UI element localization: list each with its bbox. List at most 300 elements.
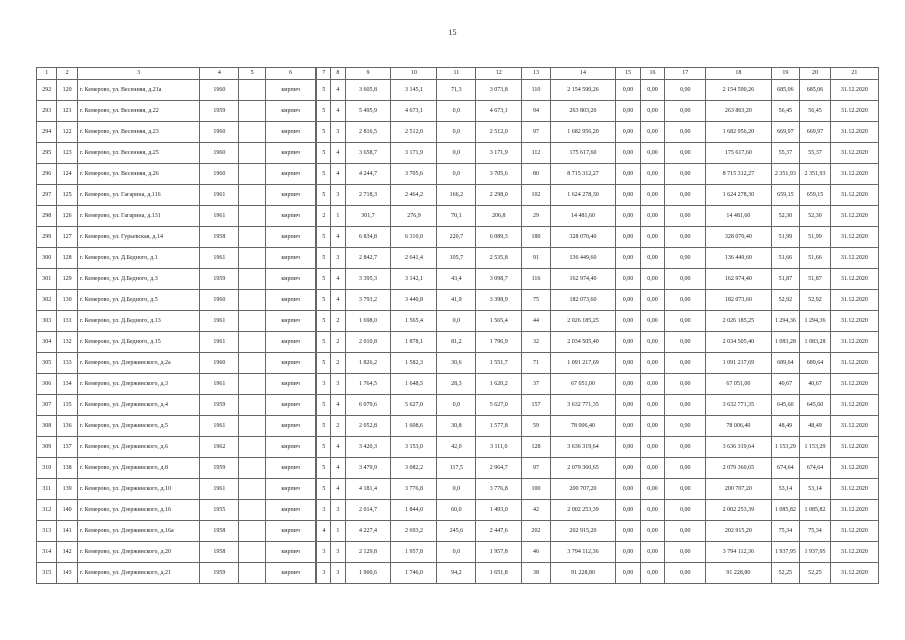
table-cell-col-18: 67 051,00 bbox=[706, 374, 771, 395]
table-cell-col-12: 1 957,8 bbox=[476, 542, 522, 563]
table-cell-col-3: г. Кемерово, ул. Весенняя, д.26 bbox=[77, 164, 200, 185]
table-cell-col-5 bbox=[239, 500, 266, 521]
table-cell-col-7: 5 bbox=[316, 143, 330, 164]
table-cell-col-14: 3 636 319,64 bbox=[550, 437, 615, 458]
table-cell-col-5 bbox=[239, 143, 266, 164]
table-cell-col-20: 40,67 bbox=[800, 374, 831, 395]
table-cell-col-1: 295 bbox=[37, 143, 57, 164]
table-cell-col-1: 305 bbox=[37, 353, 57, 374]
table-cell-col-8: 2 bbox=[331, 353, 345, 374]
table-cell-col-13: 75 bbox=[522, 290, 551, 311]
table-cell-col-13: 59 bbox=[522, 416, 551, 437]
table-cell-col-17: 0,00 bbox=[665, 521, 706, 542]
table-cell-col-11: 105,7 bbox=[437, 248, 476, 269]
table-cell-col-20: 1 937,95 bbox=[800, 542, 831, 563]
table-cell-col-18: 8 715 312,27 bbox=[706, 164, 771, 185]
table-cell-col-13: 128 bbox=[522, 437, 551, 458]
table-cell-col-19: 51,87 bbox=[771, 269, 800, 290]
table-cell-col-19: 51,66 bbox=[771, 248, 800, 269]
table-cell-col-21: 31.12.2020 bbox=[830, 437, 878, 458]
table-cell-col-21: 31.12.2020 bbox=[830, 164, 878, 185]
table-cell-col-14: 8 715 312,27 bbox=[550, 164, 615, 185]
table-cell-col-3: г. Кемерово, ул. Дзержинского, д.8 bbox=[77, 458, 200, 479]
table-cell-col-8: 3 bbox=[331, 122, 345, 143]
table-cell-col-1: 314 bbox=[37, 542, 57, 563]
table-cell-col-4: 1961 bbox=[200, 374, 239, 395]
table-cell-col-9: 3 658,7 bbox=[345, 143, 391, 164]
table-cell-col-15: 0,00 bbox=[616, 332, 641, 353]
table-cell-col-21: 31.12.2020 bbox=[830, 80, 878, 101]
table-cell-col-8: 4 bbox=[331, 458, 345, 479]
table-cell-col-19: 52,30 bbox=[771, 206, 800, 227]
column-number-18: 18 bbox=[706, 68, 771, 80]
table-cell-col-5 bbox=[239, 185, 266, 206]
table-cell-col-5 bbox=[239, 80, 266, 101]
table-cell-col-17: 0,00 bbox=[665, 542, 706, 563]
table-cell-col-4: 1961 bbox=[200, 332, 239, 353]
table-cell-col-6: кирпич bbox=[265, 563, 316, 584]
table-cell-col-11: 0,0 bbox=[437, 101, 476, 122]
table-cell-col-12: 3 098,7 bbox=[476, 269, 522, 290]
table-cell-col-11: 220,7 bbox=[437, 227, 476, 248]
table-cell-col-1: 315 bbox=[37, 563, 57, 584]
table-cell-col-20: 53,14 bbox=[800, 479, 831, 500]
table-cell-col-13: 180 bbox=[522, 227, 551, 248]
table-cell-col-19: 56,45 bbox=[771, 101, 800, 122]
table-cell-col-4: 1959 bbox=[200, 269, 239, 290]
table-cell-col-5 bbox=[239, 122, 266, 143]
table-cell-col-20: 52,30 bbox=[800, 206, 831, 227]
table-cell-col-6: кирпич bbox=[265, 80, 316, 101]
table-cell-col-21: 31.12.2020 bbox=[830, 395, 878, 416]
table-cell-col-10: 3 082,2 bbox=[391, 458, 437, 479]
table-cell-col-2: 142 bbox=[57, 542, 77, 563]
table-cell-col-13: 71 bbox=[522, 353, 551, 374]
table-cell-col-5 bbox=[239, 248, 266, 269]
table-cell-col-19: 689,64 bbox=[771, 353, 800, 374]
table-cell-col-3: г. Кемерово, ул. Дзержинского, д.10 bbox=[77, 479, 200, 500]
table-cell-col-21: 31.12.2020 bbox=[830, 563, 878, 584]
table-cell-col-13: 100 bbox=[522, 479, 551, 500]
table-cell-col-12: 1 565,4 bbox=[476, 311, 522, 332]
table-cell-col-12: 1 551,7 bbox=[476, 353, 522, 374]
table-cell-col-4: 1961 bbox=[200, 416, 239, 437]
table-cell-col-8: 4 bbox=[331, 80, 345, 101]
table-cell-col-3: г. Кемерово, ул. Д.Бедного, д.15 bbox=[77, 332, 200, 353]
table-cell-col-11: 94,2 bbox=[437, 563, 476, 584]
table-cell-col-14: 3 632 771,35 bbox=[550, 395, 615, 416]
table-cell-col-1: 309 bbox=[37, 437, 57, 458]
table-cell-col-3: г. Кемерово, ул. Гагарина, д.131 bbox=[77, 206, 200, 227]
table-cell-col-12: 5 627,0 bbox=[476, 395, 522, 416]
table-cell-col-15: 0,00 bbox=[616, 290, 641, 311]
table-cell-col-13: 110 bbox=[522, 80, 551, 101]
table-cell-col-21: 31.12.2020 bbox=[830, 374, 878, 395]
table-cell-col-17: 0,00 bbox=[665, 206, 706, 227]
table-cell-col-17: 0,00 bbox=[665, 353, 706, 374]
table-cell-col-10: 3 171,9 bbox=[391, 143, 437, 164]
table-row bbox=[37, 143, 879, 164]
table-cell-col-16: 0,00 bbox=[640, 290, 665, 311]
table-cell-col-5 bbox=[239, 290, 266, 311]
table-cell-col-10: 1 957,8 bbox=[391, 542, 437, 563]
table-cell-col-10: 6 310,0 bbox=[391, 227, 437, 248]
table-cell-col-2: 123 bbox=[57, 143, 77, 164]
table-cell-col-20: 1 294,36 bbox=[800, 311, 831, 332]
table-cell-col-6: кирпич bbox=[265, 542, 316, 563]
table-cell-col-5 bbox=[239, 206, 266, 227]
column-number-13: 13 bbox=[522, 68, 551, 80]
table-cell-col-9: 3 395,3 bbox=[345, 269, 391, 290]
table-cell-col-1: 296 bbox=[37, 164, 57, 185]
table-cell-col-20: 1 083,28 bbox=[800, 332, 831, 353]
table-cell-col-2: 140 bbox=[57, 500, 77, 521]
table-cell-col-2: 128 bbox=[57, 248, 77, 269]
table-cell-col-15: 0,00 bbox=[616, 479, 641, 500]
table-cell-col-6: кирпич bbox=[265, 458, 316, 479]
table-cell-col-10: 3 153,0 bbox=[391, 437, 437, 458]
page-number: 15 bbox=[448, 28, 457, 37]
registry-table-container bbox=[36, 67, 879, 584]
table-cell-col-9: 2 842,7 bbox=[345, 248, 391, 269]
table-cell-col-16: 0,00 bbox=[640, 563, 665, 584]
table-cell-col-5 bbox=[239, 227, 266, 248]
table-cell-col-7: 3 bbox=[316, 500, 330, 521]
table-cell-col-11: 41,9 bbox=[437, 290, 476, 311]
table-cell-col-12: 3 398,9 bbox=[476, 290, 522, 311]
table-cell-col-1: 306 bbox=[37, 374, 57, 395]
table-cell-col-9: 3 420,3 bbox=[345, 437, 391, 458]
table-cell-col-14: 2 002 253,39 bbox=[550, 500, 615, 521]
table-cell-col-20: 689,64 bbox=[800, 353, 831, 374]
table-cell-col-17: 0,00 bbox=[665, 122, 706, 143]
table-cell-col-15: 0,00 bbox=[616, 269, 641, 290]
table-cell-col-8: 4 bbox=[331, 227, 345, 248]
table-cell-col-8: 3 bbox=[331, 500, 345, 521]
table-cell-col-2: 130 bbox=[57, 290, 77, 311]
table-cell-col-17: 0,00 bbox=[665, 290, 706, 311]
table-cell-col-15: 0,00 bbox=[616, 80, 641, 101]
table-cell-col-16: 0,00 bbox=[640, 395, 665, 416]
table-cell-col-2: 137 bbox=[57, 437, 77, 458]
table-cell-col-6: кирпич bbox=[265, 206, 316, 227]
table-cell-col-12: 3 776,8 bbox=[476, 479, 522, 500]
table-cell-col-20: 659,15 bbox=[800, 185, 831, 206]
table-cell-col-15: 0,00 bbox=[616, 500, 641, 521]
table-cell-col-17: 0,00 bbox=[665, 143, 706, 164]
table-cell-col-15: 0,00 bbox=[616, 248, 641, 269]
table-row bbox=[37, 458, 879, 479]
table-cell-col-12: 2 535,8 bbox=[476, 248, 522, 269]
table-cell-col-3: г. Кемерово, ул. Гурьевская, д.14 bbox=[77, 227, 200, 248]
table-cell-col-9: 1 764,5 bbox=[345, 374, 391, 395]
table-cell-col-10: 2 693,2 bbox=[391, 521, 437, 542]
table-cell-col-12: 2 298,0 bbox=[476, 185, 522, 206]
table-cell-col-10: 3 142,1 bbox=[391, 269, 437, 290]
table-cell-col-9: 2 718,3 bbox=[345, 185, 391, 206]
table-cell-col-2: 131 bbox=[57, 311, 77, 332]
column-number-3: 3 bbox=[77, 68, 200, 80]
table-cell-col-20: 52,25 bbox=[800, 563, 831, 584]
table-cell-col-5 bbox=[239, 437, 266, 458]
table-cell-col-17: 0,00 bbox=[665, 332, 706, 353]
table-cell-col-6: кирпич bbox=[265, 353, 316, 374]
table-cell-col-5 bbox=[239, 353, 266, 374]
table-cell-col-7: 5 bbox=[316, 269, 330, 290]
table-cell-col-17: 0,00 bbox=[665, 458, 706, 479]
table-cell-col-4: 1960 bbox=[200, 122, 239, 143]
table-cell-col-9: 4 181,4 bbox=[345, 479, 391, 500]
table-cell-col-12: 1 651,8 bbox=[476, 563, 522, 584]
table-cell-col-1: 298 bbox=[37, 206, 57, 227]
table-cell-col-14: 202 915,20 bbox=[550, 521, 615, 542]
table-cell-col-4: 1959 bbox=[200, 563, 239, 584]
table-cell-col-3: г. Кемерово, ул. Д.Бедного, д.1 bbox=[77, 248, 200, 269]
table-cell-col-15: 0,00 bbox=[616, 227, 641, 248]
table-cell-col-12: 1 620,2 bbox=[476, 374, 522, 395]
table-cell-col-3: г. Кемерово, ул. Дзержинского, д.6 bbox=[77, 437, 200, 458]
table-cell-col-19: 685,06 bbox=[771, 80, 800, 101]
table-row bbox=[37, 395, 879, 416]
table-cell-col-11: 60,0 bbox=[437, 500, 476, 521]
table-cell-col-1: 293 bbox=[37, 101, 57, 122]
table-cell-col-11: 0,0 bbox=[437, 395, 476, 416]
column-number-12: 12 bbox=[476, 68, 522, 80]
table-cell-col-1: 302 bbox=[37, 290, 57, 311]
table-cell-col-12: 3 111,0 bbox=[476, 437, 522, 458]
table-row bbox=[37, 311, 879, 332]
table-cell-col-18: 1 682 956,20 bbox=[706, 122, 771, 143]
table-cell-col-16: 0,00 bbox=[640, 416, 665, 437]
table-cell-col-6: кирпич bbox=[265, 227, 316, 248]
table-cell-col-19: 75,34 bbox=[771, 521, 800, 542]
table-row bbox=[37, 227, 879, 248]
table-cell-col-18: 2 034 505,40 bbox=[706, 332, 771, 353]
table-cell-col-2: 121 bbox=[57, 101, 77, 122]
table-cell-col-13: 94 bbox=[522, 101, 551, 122]
table-cell-col-19: 1 083,28 bbox=[771, 332, 800, 353]
table-cell-col-18: 78 006,40 bbox=[706, 416, 771, 437]
table-cell-col-2: 135 bbox=[57, 395, 77, 416]
table-cell-col-11: 0,0 bbox=[437, 143, 476, 164]
table-cell-col-11: 245,6 bbox=[437, 521, 476, 542]
table-cell-col-19: 52,92 bbox=[771, 290, 800, 311]
table-cell-col-8: 2 bbox=[331, 332, 345, 353]
table-cell-col-8: 1 bbox=[331, 206, 345, 227]
table-cell-col-21: 31.12.2020 bbox=[830, 248, 878, 269]
table-cell-col-10: 2 464,2 bbox=[391, 185, 437, 206]
table-cell-col-1: 303 bbox=[37, 311, 57, 332]
table-cell-col-2: 139 bbox=[57, 479, 77, 500]
table-cell-col-7: 5 bbox=[316, 353, 330, 374]
table-cell-col-9: 3 605,8 bbox=[345, 80, 391, 101]
table-cell-col-6: кирпич bbox=[265, 164, 316, 185]
table-cell-col-7: 5 bbox=[316, 311, 330, 332]
table-cell-col-20: 1 085,82 bbox=[800, 500, 831, 521]
table-cell-col-17: 0,00 bbox=[665, 164, 706, 185]
table-cell-col-15: 0,00 bbox=[616, 122, 641, 143]
table-cell-col-13: 157 bbox=[522, 395, 551, 416]
table-cell-col-13: 202 bbox=[522, 521, 551, 542]
table-cell-col-13: 91 bbox=[522, 248, 551, 269]
table-cell-col-4: 1959 bbox=[200, 101, 239, 122]
table-row bbox=[37, 353, 879, 374]
table-cell-col-2: 133 bbox=[57, 353, 77, 374]
table-cell-col-12: 1 493,0 bbox=[476, 500, 522, 521]
table-cell-col-20: 51,66 bbox=[800, 248, 831, 269]
table-cell-col-10: 1 565,4 bbox=[391, 311, 437, 332]
table-cell-col-1: 294 bbox=[37, 122, 57, 143]
table-cell-col-20: 51,99 bbox=[800, 227, 831, 248]
table-cell-col-9: 5 495,9 bbox=[345, 101, 391, 122]
table-cell-col-2: 141 bbox=[57, 521, 77, 542]
table-cell-col-11: 28,3 bbox=[437, 374, 476, 395]
table-cell-col-3: г. Кемерово, ул. Д.Бедного, д.3 bbox=[77, 269, 200, 290]
table-cell-col-15: 0,00 bbox=[616, 416, 641, 437]
table-cell-col-15: 0,00 bbox=[616, 542, 641, 563]
table-cell-col-14: 136 449,60 bbox=[550, 248, 615, 269]
table-cell-col-4: 1958 bbox=[200, 521, 239, 542]
table-cell-col-2: 143 bbox=[57, 563, 77, 584]
table-cell-col-6: кирпич bbox=[265, 500, 316, 521]
table-cell-col-2: 124 bbox=[57, 164, 77, 185]
table-cell-col-6: кирпич bbox=[265, 269, 316, 290]
table-cell-col-14: 2 079 360,65 bbox=[550, 458, 615, 479]
table-cell-col-19: 2 351,93 bbox=[771, 164, 800, 185]
table-cell-col-21: 31.12.2020 bbox=[830, 458, 878, 479]
table-cell-col-17: 0,00 bbox=[665, 269, 706, 290]
table-cell-col-14: 14 481,60 bbox=[550, 206, 615, 227]
registry-table bbox=[36, 67, 879, 584]
table-cell-col-1: 310 bbox=[37, 458, 57, 479]
table-row bbox=[37, 206, 879, 227]
table-cell-col-9: 2 816,5 bbox=[345, 122, 391, 143]
table-cell-col-11: 117,5 bbox=[437, 458, 476, 479]
table-cell-col-2: 138 bbox=[57, 458, 77, 479]
table-row bbox=[37, 332, 879, 353]
table-cell-col-20: 685,06 bbox=[800, 80, 831, 101]
table-cell-col-14: 91 228,80 bbox=[550, 563, 615, 584]
table-cell-col-14: 263 803,20 bbox=[550, 101, 615, 122]
table-cell-col-18: 14 481,60 bbox=[706, 206, 771, 227]
table-cell-col-14: 67 051,00 bbox=[550, 374, 615, 395]
table-cell-col-4: 1961 bbox=[200, 206, 239, 227]
table-cell-col-19: 52,25 bbox=[771, 563, 800, 584]
table-cell-col-12: 3 073,8 bbox=[476, 80, 522, 101]
table-row bbox=[37, 164, 879, 185]
table-cell-col-3: г. Кемерово, ул. Д.Бедного, д.5 bbox=[77, 290, 200, 311]
table-cell-col-13: 116 bbox=[522, 269, 551, 290]
table-cell-col-20: 1 153,29 bbox=[800, 437, 831, 458]
table-cell-col-3: г. Кемерово, ул. Дзержинского, д.21 bbox=[77, 563, 200, 584]
table-cell-col-18: 2 002 253,39 bbox=[706, 500, 771, 521]
column-number-16: 16 bbox=[640, 68, 665, 80]
table-cell-col-17: 0,00 bbox=[665, 185, 706, 206]
table-cell-col-2: 125 bbox=[57, 185, 77, 206]
table-cell-col-8: 2 bbox=[331, 416, 345, 437]
table-cell-col-20: 2 351,93 bbox=[800, 164, 831, 185]
table-cell-col-6: кирпич bbox=[265, 122, 316, 143]
table-cell-col-12: 4 673,1 bbox=[476, 101, 522, 122]
table-cell-col-3: г. Кемерово, ул. Дзержинского, д.4 bbox=[77, 395, 200, 416]
table-cell-col-14: 328 070,40 bbox=[550, 227, 615, 248]
table-cell-col-2: 132 bbox=[57, 332, 77, 353]
table-cell-col-20: 51,87 bbox=[800, 269, 831, 290]
table-cell-col-20: 645,60 bbox=[800, 395, 831, 416]
table-cell-col-13: 44 bbox=[522, 311, 551, 332]
table-cell-col-3: г. Кемерово, ул. Дзержинского, д.16а bbox=[77, 521, 200, 542]
table-cell-col-21: 31.12.2020 bbox=[830, 206, 878, 227]
table-cell-col-16: 0,00 bbox=[640, 185, 665, 206]
table-cell-col-9: 1 826,2 bbox=[345, 353, 391, 374]
table-cell-col-16: 0,00 bbox=[640, 80, 665, 101]
table-cell-col-16: 0,00 bbox=[640, 542, 665, 563]
table-cell-col-19: 1 085,82 bbox=[771, 500, 800, 521]
column-number-19: 19 bbox=[771, 68, 800, 80]
column-number-14: 14 bbox=[550, 68, 615, 80]
table-cell-col-6: кирпич bbox=[265, 185, 316, 206]
table-cell-col-17: 0,00 bbox=[665, 500, 706, 521]
table-cell-col-13: 38 bbox=[522, 563, 551, 584]
table-cell-col-19: 659,15 bbox=[771, 185, 800, 206]
table-cell-col-21: 31.12.2020 bbox=[830, 185, 878, 206]
table-cell-col-11: 30,6 bbox=[437, 353, 476, 374]
table-cell-col-1: 311 bbox=[37, 479, 57, 500]
table-cell-col-6: кирпич bbox=[265, 311, 316, 332]
column-number-5: 5 bbox=[239, 68, 266, 80]
table-cell-col-11: 0,0 bbox=[437, 479, 476, 500]
table-cell-col-4: 1961 bbox=[200, 185, 239, 206]
table-cell-col-6: кирпич bbox=[265, 290, 316, 311]
table-cell-col-3: г. Кемерово, ул. Дзержинского, д.20 bbox=[77, 542, 200, 563]
table-cell-col-8: 4 bbox=[331, 143, 345, 164]
table-cell-col-11: 30,8 bbox=[437, 416, 476, 437]
table-cell-col-9: 4 227,4 bbox=[345, 521, 391, 542]
table-cell-col-21: 31.12.2020 bbox=[830, 500, 878, 521]
column-number-10: 10 bbox=[391, 68, 437, 80]
table-cell-col-5 bbox=[239, 479, 266, 500]
table-cell-col-18: 3 794 112,36 bbox=[706, 542, 771, 563]
table-cell-col-18: 3 632 771,35 bbox=[706, 395, 771, 416]
table-cell-col-15: 0,00 bbox=[616, 521, 641, 542]
table-cell-col-8: 4 bbox=[331, 290, 345, 311]
table-cell-col-13: 46 bbox=[522, 542, 551, 563]
table-cell-col-10: 2 641,4 bbox=[391, 248, 437, 269]
table-cell-col-21: 31.12.2020 bbox=[830, 269, 878, 290]
table-cell-col-11: 0,0 bbox=[437, 311, 476, 332]
table-cell-col-3: г. Кемерово, ул. Д.Бедного, д.13 bbox=[77, 311, 200, 332]
table-cell-col-16: 0,00 bbox=[640, 311, 665, 332]
table-cell-col-19: 669,97 bbox=[771, 122, 800, 143]
table-cell-col-12: 1 577,8 bbox=[476, 416, 522, 437]
table-cell-col-8: 3 bbox=[331, 374, 345, 395]
table-cell-col-1: 301 bbox=[37, 269, 57, 290]
table-cell-col-5 bbox=[239, 563, 266, 584]
table-cell-col-10: 1 608,6 bbox=[391, 416, 437, 437]
table-cell-col-12: 206,8 bbox=[476, 206, 522, 227]
column-number-9: 9 bbox=[345, 68, 391, 80]
table-cell-col-1: 313 bbox=[37, 521, 57, 542]
table-row bbox=[37, 437, 879, 458]
table-cell-col-17: 0,00 bbox=[665, 101, 706, 122]
table-cell-col-4: 1961 bbox=[200, 248, 239, 269]
table-cell-col-10: 4 673,1 bbox=[391, 101, 437, 122]
table-row bbox=[37, 521, 879, 542]
table-cell-col-11: 71,3 bbox=[437, 80, 476, 101]
table-cell-col-8: 1 bbox=[331, 521, 345, 542]
table-cell-col-13: 42 bbox=[522, 500, 551, 521]
table-cell-col-21: 31.12.2020 bbox=[830, 290, 878, 311]
